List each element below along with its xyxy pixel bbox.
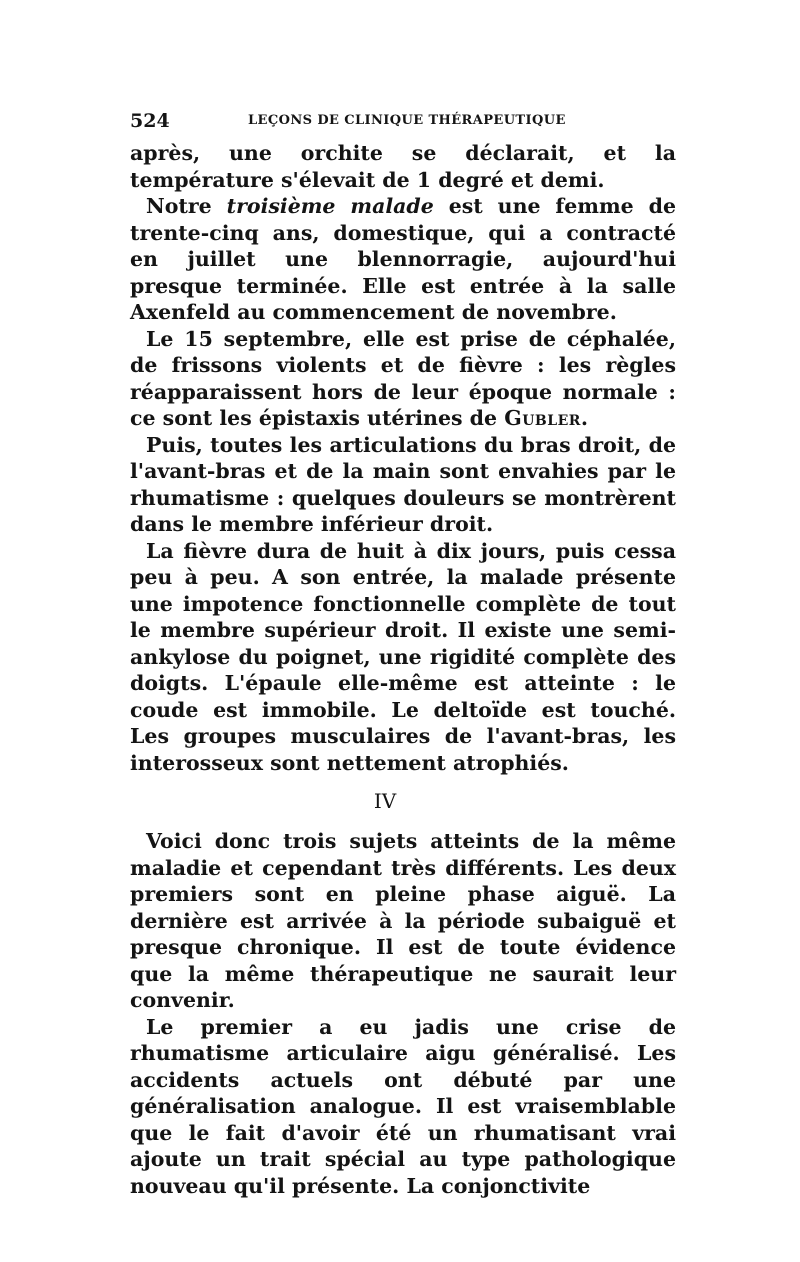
author-name: Gubler bbox=[504, 406, 581, 430]
paragraph-joints: Puis, toutes les articulations du bras droit, de l'avant-bras et de la main sont envahies par le rhumatisme : quelques douleurs se montrèrent dans le membre inférieur droit. bbox=[130, 432, 676, 536]
paragraph-comparison: Voici donc trois sujets atteints de la même maladie et cependant très différents. Les deux premiers sont en pleine phase aiguë. La dernière est arrivée à la période subaiguë et presque chronique. Il est de toute évidence que la même thérapeutique ne saurait leur convenir. bbox=[130, 829, 676, 1012]
paragraph-text: Le 15 septembre, elle est prise de céphalée, de frissons violents et de fièvre : les règles réapparaissent hors de leur époque normale : ce sont les épistaxis utérines de bbox=[130, 326, 676, 430]
paragraph-text: Notre bbox=[146, 194, 227, 218]
paragraph-text: . bbox=[580, 406, 589, 430]
paragraph-onset bbox=[130, 326, 676, 432]
paragraph-first-patient: Le premier a eu jadis une crise de rhumatisme articulaire aigu généralisé. Les accidents actuels ont débuté par une généralisation analogue. Il est vraisemblable que le fait d'avoir été un rhumatisant vrai ajoute un trait spécial au type pathologique nouveau qu'il présente. La conjonctivite bbox=[130, 1014, 676, 1198]
paragraph-text: est une femme de trente-cinq ans, domestique, qui a contracté en juillet une blennorragie, aujourd'hui presque terminée. Elle est entrée à la salle Axenfeld au commencement de novembre. bbox=[130, 194, 676, 324]
paragraph-third-patient bbox=[130, 193, 676, 326]
paragraph-fever: La fièvre dura de huit à dix jours, puis cessa peu à peu. A son entrée, la malade présente une impotence fonctionnelle complète de tout le membre supérieur droit. Il existe une semi-ankylose du poignet, une rigidité complète des doigts. L'épaule elle-même est atteinte : le coude est immobile. Le deltoïde est touché. Les groupes musculaires de l'avant-bras, les interosseux sont nettement atrophiés. bbox=[130, 538, 676, 775]
running-title: LEÇONS DE CLINIQUE THÉRAPEUTIQUE bbox=[248, 113, 566, 128]
book-page bbox=[130, 110, 676, 1199]
running-head bbox=[130, 110, 676, 140]
emphasis-text: troisième malade bbox=[226, 194, 434, 218]
page-number: 524 bbox=[130, 110, 170, 132]
section-heading: IV bbox=[373, 789, 397, 813]
body-text bbox=[130, 140, 676, 1199]
paragraph-continuation: après, une orchite se déclarait, et la température s'élevait de 1 degré et demi. bbox=[130, 141, 676, 192]
